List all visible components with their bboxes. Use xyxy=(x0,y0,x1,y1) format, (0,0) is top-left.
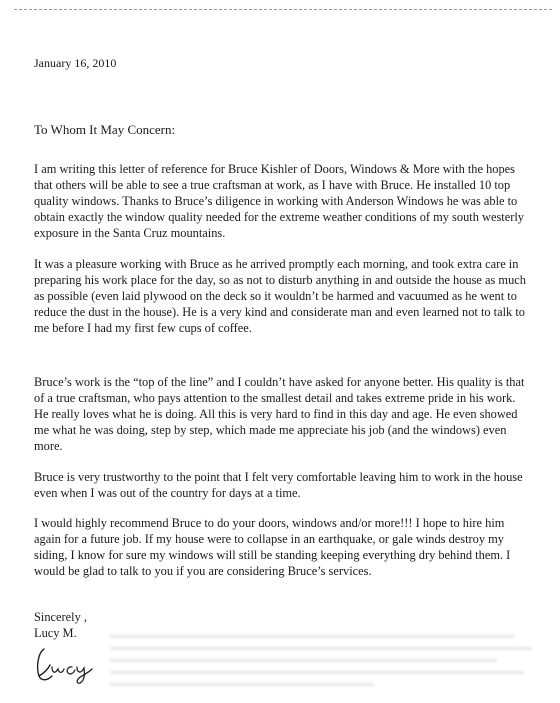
paragraph-recommendation: I would highly recommend Bruce to do your doors, windows and/or more!!! I hope to hire him again for a future job. If my house were to collapse in an earthquake, or gale winds destroy my siding, I know for sure my windows will still be standing keeping everything dry behind them. I would be glad to talk to you if you are considering Bruce’s services. xyxy=(34,516,511,579)
show-through-smudge xyxy=(110,626,550,686)
paragraph-introduction: I am writing this letter of reference for Bruce Kishler of Doors, Windows & More with the hopes that others will be able to see a true craftsman at work, as I have with Bruce. He installed 10 top quality windows. Thanks to Bruce’s diligence in working with Anderson Windows he was able to obtain exactly the window quality needed for the extreme weather conditions of my south westerly exposure in the Santa Cruz mountains. xyxy=(34,162,524,241)
letter-date: January 16, 2010 xyxy=(34,56,117,70)
paragraph-quality: Bruce’s work is the “top of the line” and I couldn’t have asked for anyone better. His quality is that of a true craftsman, who pays attention to the smallest detail and takes extreme pride in his work. He really loves what he is doing. All this is very hard to find in this day and age. He even showed me what he was doing, step by step, which made me appreciate his job (and the windows) even more. xyxy=(34,375,525,454)
salutation: To Whom It May Concern: xyxy=(34,122,176,137)
top-border-line xyxy=(14,9,552,10)
paragraph-work-habits: It was a pleasure working with Bruce as he arrived promptly each morning, and took extra care in preparing his work place for the day, so as not to disturb anything in and outside the house as much as possible (even laid plywood on the deck so it wouldn’t be harmed and vacuumed as he went to reduce the dust in the house). He is a very kind and considerate man and even learned not to talk to me before I had my first few cups of coffee. xyxy=(34,257,526,336)
signer-name: Lucy M. xyxy=(34,626,77,641)
handwritten-signature xyxy=(30,643,100,685)
closing-block xyxy=(34,609,87,641)
paragraph-trust: Bruce is very trustworthy to the point that I felt very comfortable leaving him to work in the house even when I was out of the country for days at a time. xyxy=(34,470,523,501)
closing-phrase: Sincerely , xyxy=(34,610,87,624)
